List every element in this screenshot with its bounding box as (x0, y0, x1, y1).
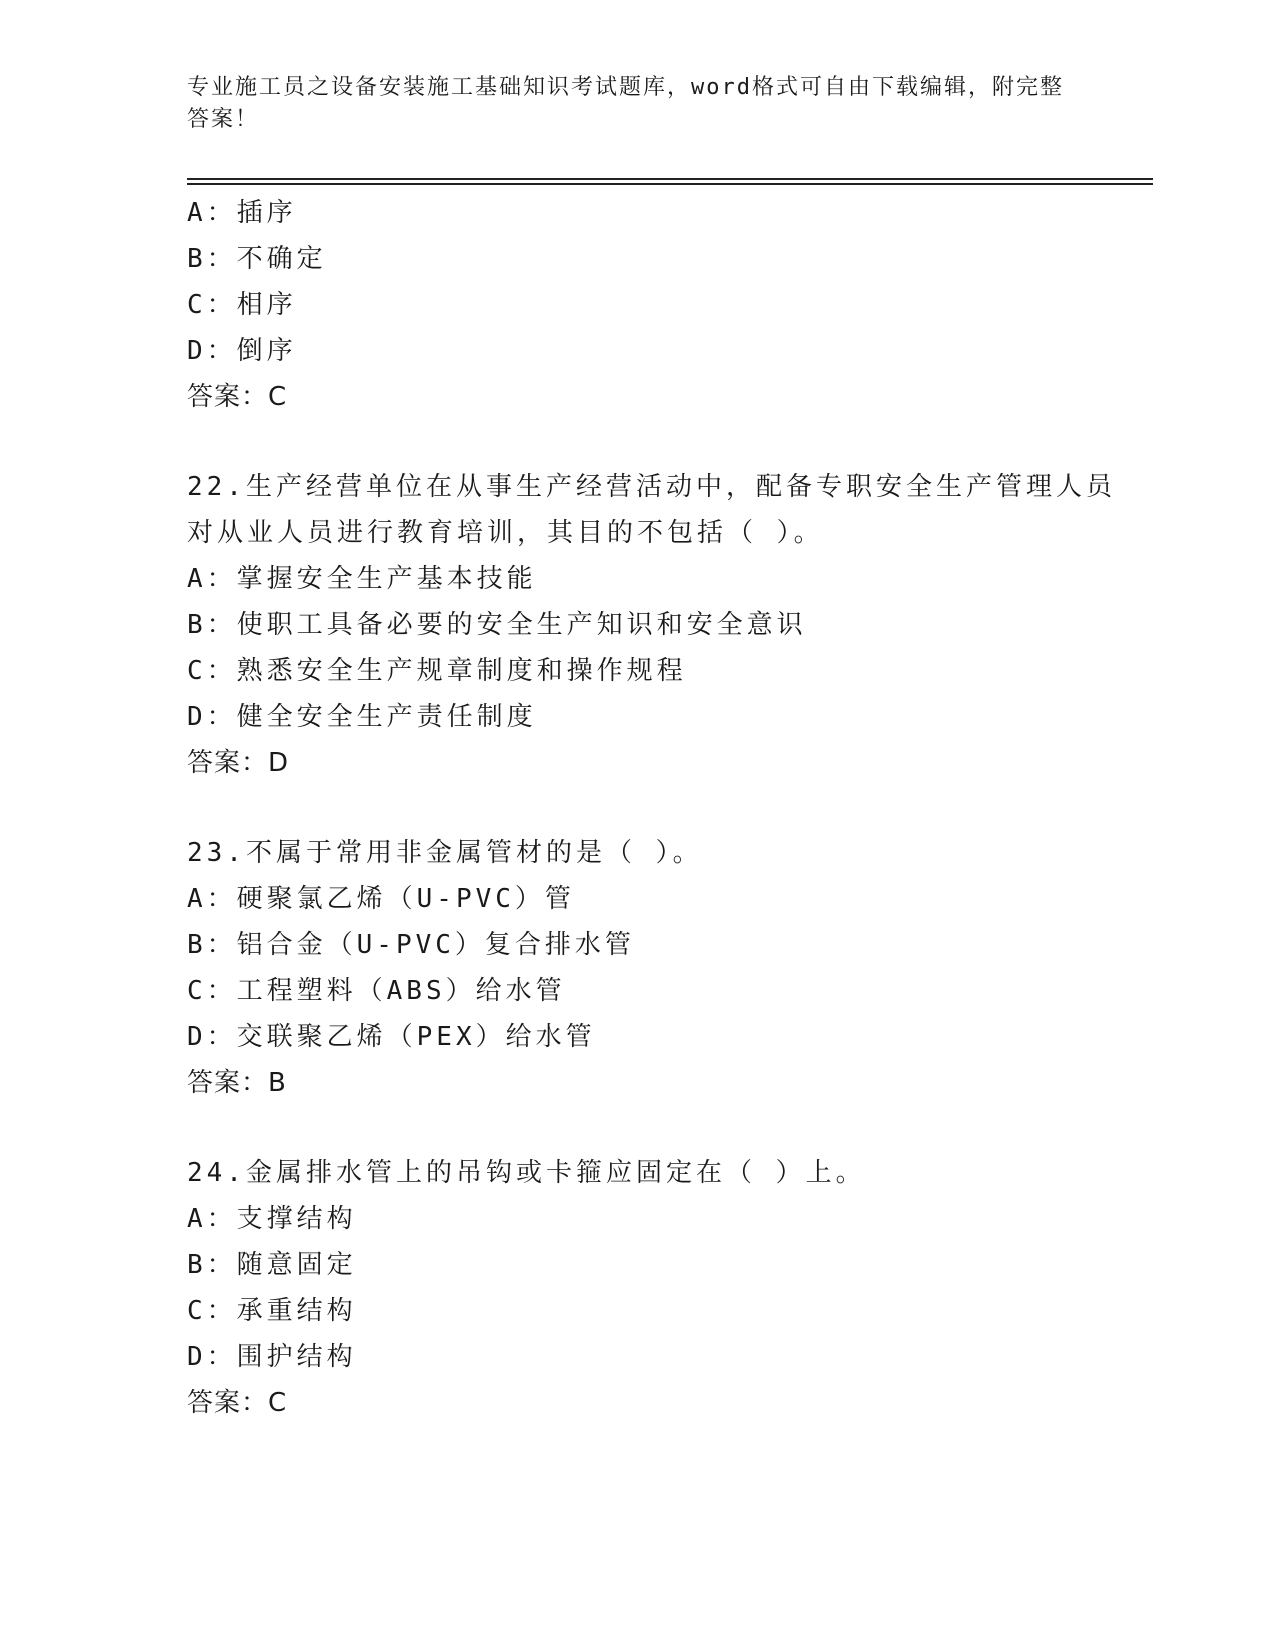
option-b: B：不确定 (187, 244, 327, 274)
question-stem: 22.生产经营单位在从事生产经营活动中，配备专职安全生产管理人员 (187, 472, 1116, 502)
option-b: B：使职工具备必要的安全生产知识和安全意识 (187, 610, 807, 640)
option-a: A：插序 (187, 198, 297, 228)
question-24 (187, 1150, 1137, 1426)
option-d: D：倒序 (187, 336, 297, 366)
spacer (187, 420, 1137, 464)
question-stem: 23.不属于常用非金属管材的是（ ）。 (187, 838, 703, 868)
option-c: C：承重结构 (187, 1296, 357, 1326)
option-c: C：相序 (187, 290, 297, 320)
answer: 答案：C (187, 1388, 288, 1418)
question-stem-continued: 对从业人员进行教育培训，其目的不包括（ ）。 (187, 518, 824, 548)
document-header (187, 72, 1067, 136)
question-23 (187, 830, 1137, 1106)
option-d: D：健全安全生产责任制度 (187, 702, 537, 732)
option-d: D：围护结构 (187, 1342, 357, 1372)
header-text: 专业施工员之设备安装施工基础知识考试题库，word格式可自由下载编辑，附完整答案！ (187, 75, 1064, 132)
question-22 (187, 464, 1137, 786)
answer: 答案：C (187, 382, 288, 412)
option-a: A：硬聚氯乙烯（U-PVC）管 (187, 884, 575, 914)
answer: 答案：D (187, 748, 290, 778)
spacer (187, 786, 1137, 830)
option-a: A：支撑结构 (187, 1204, 357, 1234)
option-a: A：掌握安全生产基本技能 (187, 564, 537, 594)
option-c: C：工程塑料（ABS）给水管 (187, 976, 566, 1006)
option-b: B：随意固定 (187, 1250, 357, 1280)
option-b: B：铝合金（U-PVC）复合排水管 (187, 930, 635, 960)
header-divider-bottom (187, 183, 1153, 185)
header-divider-top (187, 178, 1153, 180)
option-d: D：交联聚乙烯（PEX）给水管 (187, 1022, 596, 1052)
question-21-tail (187, 190, 1137, 420)
question-stem: 24.金属排水管上的吊钩或卡箍应固定在（ ）上。 (187, 1158, 866, 1188)
question-list (187, 190, 1137, 1426)
option-c: C：熟悉安全生产规章制度和操作规程 (187, 656, 687, 686)
spacer (187, 1106, 1137, 1150)
answer: 答案：B (187, 1068, 287, 1098)
